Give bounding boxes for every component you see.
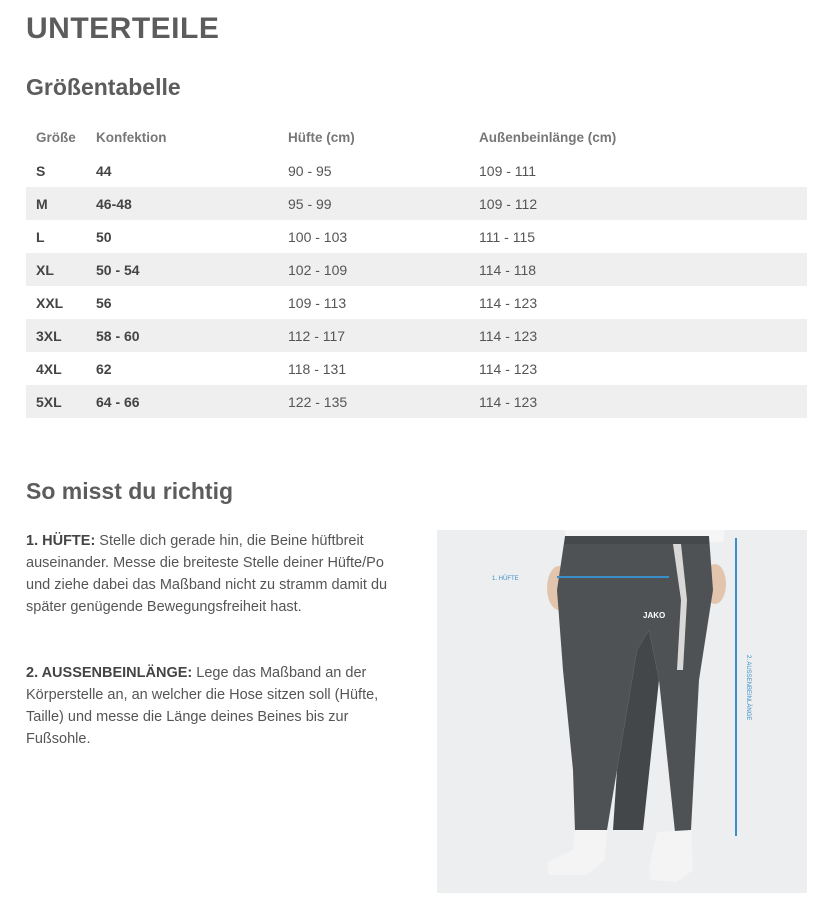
cell-leg-length: 114 - 123 <box>479 360 538 377</box>
cell-size: 4XL <box>36 360 62 377</box>
cell-leg-length: 114 - 123 <box>469 319 807 352</box>
cell-hip: 90 - 95 <box>288 162 332 179</box>
cell-hip: 102 - 109 <box>278 253 469 286</box>
leg-instructions <box>26 662 406 750</box>
waistband <box>565 536 709 544</box>
column-header-leg-length: Außenbeinlänge (cm) <box>479 130 617 145</box>
column-header-konfektion: Konfektion <box>96 130 167 145</box>
cell-leg-length: 111 - 115 <box>479 228 536 245</box>
cell-leg-length: 114 - 123 <box>479 294 538 311</box>
cell-hip: 95 - 99 <box>278 187 469 220</box>
column-header-size: Größe <box>36 130 76 145</box>
page-title: UNTERTEILE <box>26 12 220 45</box>
cell-hip: 112 - 117 <box>278 319 469 352</box>
cell-konfektion: 56 <box>96 294 112 311</box>
cell-konfektion: 50 - 54 <box>86 253 278 286</box>
cell-konfektion: 58 - 60 <box>86 319 278 352</box>
size-table-heading: Größentabelle <box>26 74 181 100</box>
hip-label: 1. HÜFTE: <box>26 533 96 549</box>
size-table-header-row <box>26 121 807 154</box>
table-row <box>26 319 807 352</box>
cell-size: XXL <box>36 294 64 311</box>
cell-size: 5XL <box>26 385 86 418</box>
hip-text: Stelle dich gerade hin, die Beine hüftbreit auseinander. Messe die breiteste Stelle deiner Hüfte/Po und ziehe dabei das Maßband nicht zu stramm damit du später genügende Bewegungsfreiheit hast. <box>26 533 388 615</box>
table-row <box>26 154 807 187</box>
cell-konfektion: 64 - 66 <box>86 385 278 418</box>
pants-illustration <box>437 530 807 893</box>
cell-size: XL <box>26 253 86 286</box>
cell-konfektion: 62 <box>96 360 112 377</box>
cell-size: 3XL <box>26 319 86 352</box>
measure-heading: So misst du richtig <box>26 478 234 504</box>
cell-size: L <box>36 228 45 245</box>
hip-measure-label: 1. HÜFTE <box>492 576 519 582</box>
cell-konfektion: 46-48 <box>86 187 278 220</box>
hip-instructions <box>26 530 406 618</box>
table-row <box>26 253 807 286</box>
leg-label: 2. AUSSENBEINLÄNGE: <box>26 665 193 681</box>
table-row <box>26 220 807 253</box>
measurement-illustration <box>437 530 807 893</box>
cell-hip: 122 - 135 <box>278 385 469 418</box>
table-row <box>26 385 807 418</box>
cell-leg-length: 109 - 112 <box>469 187 807 220</box>
table-row <box>26 352 807 385</box>
size-table <box>26 121 807 418</box>
table-row <box>26 187 807 220</box>
cell-size: S <box>36 162 46 179</box>
cell-leg-length: 109 - 111 <box>479 162 537 179</box>
cell-hip: 118 - 131 <box>288 360 347 377</box>
table-row <box>26 286 807 319</box>
cell-hip: 109 - 113 <box>288 294 347 311</box>
brand-logo: JAKO <box>643 611 666 620</box>
column-header-hip: Hüfte (cm) <box>288 130 355 145</box>
cell-size: M <box>26 187 86 220</box>
leg-measure-label: 2. AUSSENBEINLÄNGE <box>745 655 751 721</box>
cell-leg-length: 114 - 123 <box>469 385 807 418</box>
cell-leg-length: 114 - 118 <box>469 253 807 286</box>
cell-konfektion: 44 <box>96 162 112 179</box>
leg-text: Lege das Maßband an der Körperstelle an, an welcher die Hose sitzen soll (Hüfte, Taille) und messe die Länge deines Beines bis zur Fußsohle. <box>26 665 379 747</box>
cell-konfektion: 50 <box>96 228 112 245</box>
cell-hip: 100 - 103 <box>288 228 348 245</box>
